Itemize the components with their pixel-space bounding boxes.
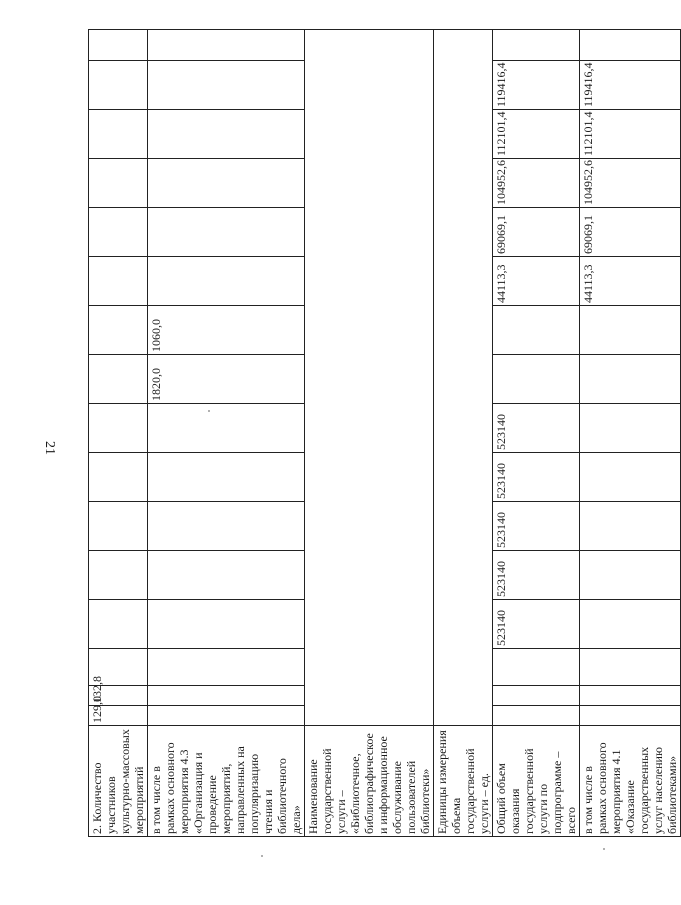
cell [89, 453, 148, 502]
row-label: 2. Количество участников культурно-массовых мероприятий [89, 726, 148, 837]
cell [89, 208, 148, 257]
cell [148, 706, 305, 726]
cell: 112101,4 [580, 110, 681, 159]
cell [148, 110, 305, 159]
cell: 44113,3 [580, 257, 681, 306]
cell: 523140 [493, 453, 580, 502]
row-label: Общий объем оказания государственной услуги по подпрограмме – всего [493, 726, 580, 837]
budget-table [88, 29, 681, 837]
cell: 104952,6 [580, 159, 681, 208]
cell [580, 600, 681, 649]
cell: 523140 [493, 502, 580, 551]
cell [493, 306, 580, 355]
cell [580, 30, 681, 61]
cell: 119416,4 [580, 61, 681, 110]
cell [148, 208, 305, 257]
cell [580, 306, 681, 355]
cell [580, 502, 681, 551]
cell: 129,0 [89, 706, 148, 726]
table-row [89, 30, 148, 837]
cell [89, 110, 148, 159]
merged-cell [305, 30, 434, 726]
cell [89, 404, 148, 453]
cell [580, 551, 681, 600]
cell: 44113,3 [493, 257, 580, 306]
page-number: 21 [42, 441, 57, 455]
table-row [148, 30, 305, 837]
merged-cell [434, 30, 493, 726]
table-row [434, 30, 493, 837]
cell: 523140 [493, 551, 580, 600]
cell [148, 600, 305, 649]
cell [148, 453, 305, 502]
row-label: в том числе в рамках основного мероприятия 4.3 «Организация и проведение мероприятий, направленных на популяризацию чтения и библиотечного дела» [148, 726, 305, 837]
cell [580, 453, 681, 502]
cell [493, 355, 580, 404]
cell [493, 706, 580, 726]
cell: 1060,0 [148, 306, 305, 355]
cell [148, 61, 305, 110]
table-row [305, 30, 434, 837]
cell [580, 706, 681, 726]
cell [89, 159, 148, 208]
cell [148, 257, 305, 306]
table-row [493, 30, 580, 837]
cell [493, 649, 580, 686]
cell [89, 30, 148, 61]
cell [89, 502, 148, 551]
cell [148, 502, 305, 551]
cell [493, 686, 580, 706]
cell [89, 257, 148, 306]
cell: 132,8 [89, 686, 148, 706]
cell: 112101,4 [493, 110, 580, 159]
cell [89, 61, 148, 110]
cell [580, 686, 681, 706]
cell [148, 649, 305, 686]
cell: 523140 [493, 404, 580, 453]
row-label: Единицы измерения объема государственной услуги – ед. [434, 726, 493, 837]
cell: 119416,4 [493, 61, 580, 110]
cell: 1820,0 [148, 355, 305, 404]
cell: 104952,6 [493, 159, 580, 208]
cell [493, 30, 580, 61]
cell [148, 30, 305, 61]
cell: 523140 [493, 600, 580, 649]
cell [89, 551, 148, 600]
cell [89, 355, 148, 404]
cell [148, 551, 305, 600]
cell [148, 404, 305, 453]
cell [580, 649, 681, 686]
cell: 69069,1 [493, 208, 580, 257]
cell [89, 600, 148, 649]
table-row [580, 30, 681, 837]
row-label: Наименование государственной услуги – «Библиотечное, библиографическое и информационное обслуживание пользователей библиотеки» [305, 726, 434, 837]
row-label: в том числе в рамках основного мероприятия 4.1 «Оказание государственных услуг населению библиотеками» [580, 726, 681, 837]
cell [580, 404, 681, 453]
cell [148, 159, 305, 208]
cell [89, 306, 148, 355]
cell: 69069,1 [580, 208, 681, 257]
cell [580, 355, 681, 404]
cell [148, 686, 305, 706]
